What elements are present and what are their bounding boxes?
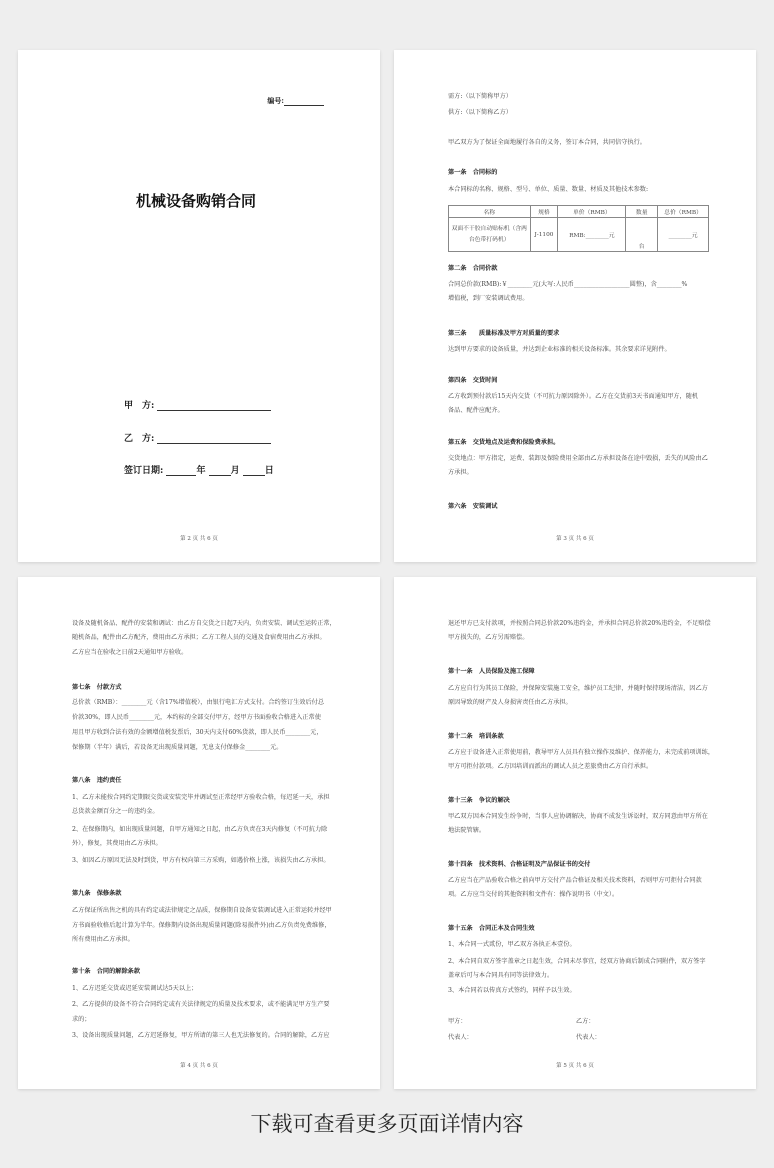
text-line: 甲乙双方因本合同发生纷争时，当事人应协调解决，协商不成发生诉讼时，双方同意由甲方所在 [448,813,708,820]
text-line: 总价款（RMB）：________元（含17%增值税），由银行电汇方式支付。合约签订生效后付总 [72,699,325,706]
section-heading: 第二条 合同价款 [448,265,498,272]
text-line: 价款30%，即人民币________元，本约标的全部交付甲方，经甲方书面验收合格进入正常使 [72,714,321,721]
table-cell: 双面不干胶自动贴标机（含两台色带打码机） [449,218,531,252]
text-line: 乙方应自行为其员工保险，并保障安装施工安全，维护员工纪律，并随时保持现场清洁，因乙方 [448,685,708,692]
text-line: 备品、配件应配齐。 [448,407,504,414]
text-line: 1、乙方未能按合同约定期限交货或安装完毕并调试至正常经甲方验收合格，每迟延一天，承担 [72,794,330,801]
party-b-field [124,431,271,444]
text-line: 2、本合同自双方签字盖章之日起生效，合同未尽事宜，经双方协商后制成合同附件，双方签字 [448,958,706,965]
text-line: 3、如因乙方原因无法及时到货，甲方有权向第三方采购，如遇价格上涨，该损失由乙方承担。 [72,857,330,864]
party-b-rep-label: 代表人： [576,1034,601,1041]
text-line: 甲方： [448,1018,467,1025]
section-heading: 第十五条 合同正本及合同生效 [448,925,535,932]
text-line: 方承担。 [448,469,473,476]
text-line: 本合同标的名称、规格、型号、单位、质量、数量、材质及其他技术参数: [448,186,649,193]
table-row [449,218,709,252]
sign-date-field [124,463,274,476]
party-a-blank [157,401,271,411]
section-heading: 第六条 安装调试 [448,503,498,510]
contract-number-label: 编号: [267,96,284,105]
table-header: 名称 [449,206,531,218]
text-line: 1、乙方迟延交货或迟延安装调试达5天以上； [72,985,198,992]
table-cell: 台 [626,218,658,252]
section-heading: 第十二条 培训条款 [448,733,504,740]
text-line: 达到甲方要求的设备质量，并达到企业标准的相关设备标准。其余要求详见附件。 [448,346,671,353]
text-line: 3、本合同若以传真方式签约，同样予以生效。 [448,987,576,994]
text-line: 合同总价款(RMB):￥________元(大写:人民币__________________圆整)，含________% [448,281,688,288]
items-table [448,205,709,252]
contract-page-5 [394,577,756,1089]
text-line: 地法院管辖。 [448,827,486,834]
section-heading: 第五条 交货地点及运费和保险费承担。 [448,439,560,446]
text-line: 甲方可拒付款项。乙方因培训而派出的调试人员之差旅费由乙方自行承担。 [448,763,653,770]
text-line: 代表人： [448,1034,473,1041]
table-header: 规格 [530,206,558,218]
party-a-field [124,398,271,411]
page-footer: 第 5 页 共 6 页 [556,1063,594,1069]
month-blank [209,466,231,476]
section-heading: 第三条 质量标准及甲方对质量的要求 [448,330,560,337]
text-line: 增值税，到厂安装调试费用。 [448,295,529,302]
text-line: 总货款金额百分之一的违约金。 [72,808,159,815]
table-cell: J-1100 [530,218,558,252]
text-line: 乙方应当在验收之日前2天通知甲方验收。 [72,649,188,656]
text-line: 交货地点：甲方指定，运费、装卸及保险费用全部由乙方承担设备在途中毁损，丢失的风险由乙 [448,455,708,462]
download-more-caption: 下载可查看更多页面详情内容 [250,1112,524,1136]
table-cell: ________元 [658,218,709,252]
section-heading: 第四条 交货时间 [448,377,498,384]
text-line: 盖章后可与本合同具有同等法律效力。 [448,972,554,979]
section-heading: 第十四条 技术资料、合格证明及产品保证书的交付 [448,861,591,868]
text-line: 求的； [72,1016,91,1023]
section-heading: 第八条 违约责任 [72,777,122,784]
text-line: 保修期（半年）满后，若设备无出现质量问题，无息支付保修金________元。 [72,744,283,751]
year-label: 年 [196,466,206,476]
party-a-label: 甲 方: [124,401,155,411]
text-line: 2、在保修期内，如出现质量问题，自甲方通知之日起，由乙方负责在3天内修复（不可抗力除 [72,826,328,833]
contract-number [267,96,324,106]
text-line: 甲乙双方为了保证全面地履行各自的义务，签订本合同，共同信守执行。 [448,139,646,146]
contract-page-3 [394,50,756,562]
page-footer: 第 3 页 共 6 页 [556,536,594,542]
section-heading: 第一条 合同标的 [448,169,498,176]
table-header-row [449,206,709,218]
cover-page [18,50,380,562]
text-line: 供方:（以下简称乙方） [448,109,512,116]
text-line: 1、本合同一式贰份，甲乙双方各执正本壹份。 [448,941,576,948]
text-line: 需方:（以下简称甲方） [448,93,512,100]
year-blank [166,466,196,476]
party-b-sign-label: 乙方： [576,1018,595,1025]
text-line: 乙方应于设备进入正常使用前，教导甲方人员具有独立操作及维护、保养能力，未完成前项训练， [448,749,715,756]
text-line: 3、设备出现质量问题，乙方迟延修复，甲方所请的第三人也无法修复的。合同的解除，乙方应 [72,1032,330,1039]
text-line: 外），修复，其费用由乙方承担。 [72,840,162,847]
table-cell: RMB:________元 [558,218,626,252]
text-line: 所有费用由乙方承担。 [72,936,134,943]
text-line: 设备及随机备品、配件的安装和调试：由乙方自交货之日起7天内，负责安装、调试至运转正常， [72,620,336,627]
text-line: 项。乙方应当交付的其他资料和文件有：操作说明书（中文）。 [448,891,619,898]
party-b-label: 乙 方: [124,434,155,444]
contract-title: 机械设备购销合同 [136,192,257,210]
page-footer: 第 4 页 共 6 页 [180,1063,218,1069]
section-heading: 第十一条 人员保险及施工保障 [448,668,535,675]
text-line: 乙方收到预付款后15天内交货（不可抗力原因除外）。乙方在交货前3天书面通知甲方，随机 [448,393,699,400]
table-header: 总价（RMB） [658,206,709,218]
party-b-blank [157,434,271,444]
text-line: 用且甲方收到合法有效的金额增值税发票后，30天内支付60%货款，即人民币________元， [72,729,323,736]
section-heading: 第十条 合同的解除条款 [72,968,141,975]
table-header: 单价（RMB） [558,206,626,218]
text-line: 原因导致的财产及人身损害责任由乙方承担。 [448,699,572,706]
contract-number-blank [284,98,324,106]
day-blank [243,466,265,476]
section-heading: 第七条 付款方式 [72,684,122,691]
contract-page-4 [18,577,380,1089]
text-line: 方书面验收格后起计算为半年。保修期内设备出现质量问题(除易损件外)由乙方负责免费维修， [72,922,331,929]
text-line: 2、乙方提供的设备不符合合同约定或有关法律规定的质量及技术要求，或不能满足甲方生产要 [72,1001,330,1008]
text-line: 乙方应当在产品验收合格之前向甲方交付产品合格证及相关技术资料，否则甲方可拒付合同款 [448,877,702,884]
day-label: 日 [264,466,274,476]
text-line: 乙方保证所出售之机的具有约定或法律规定之品质，保修期自设备安装调试进入正常运转并经甲 [72,907,332,914]
text-line: 随机备品，配件由乙方配齐，费用由乙方承担；乙方工程人员的交通及食宿费用由乙方承担。 [72,634,326,641]
table-header: 数量 [626,206,658,218]
month-label: 月 [230,466,240,476]
section-heading: 第九条 保修条款 [72,890,122,897]
page-footer: 第 2 页 共 6 页 [180,536,218,542]
sign-date-label: 签订日期: [124,466,164,476]
section-heading: 第十三条 争议的解决 [448,797,510,804]
text-line: 退还甲方已支付款项，并按照合同总价款20%违约金，并承担合同总价款20%违约金，不足赔偿 [448,620,711,627]
text-line: 甲方损失的，乙方另需赔偿。 [448,634,529,641]
